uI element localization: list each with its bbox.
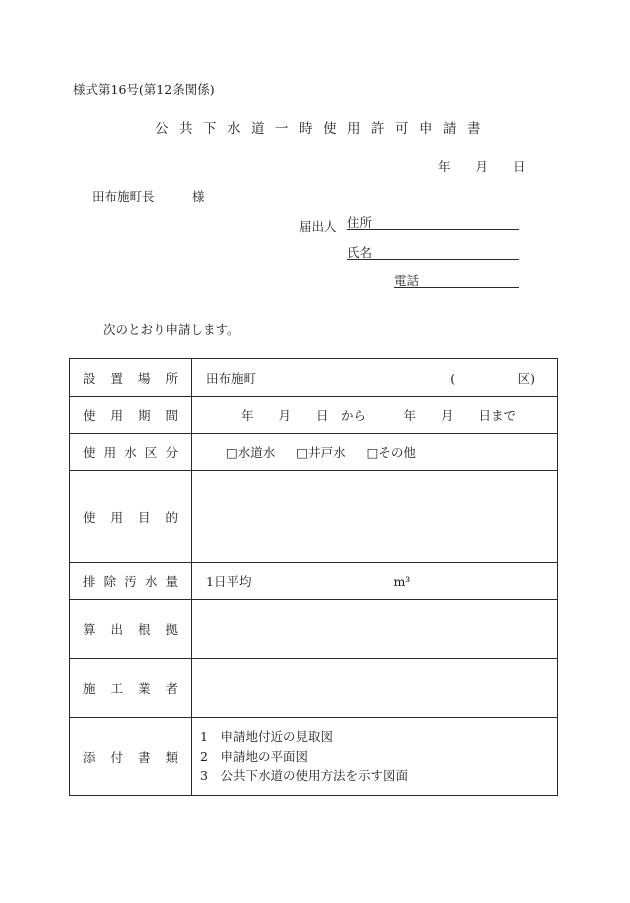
district-note: ( 区) — [450, 370, 535, 386]
location-value: 田布施町 — [206, 370, 257, 386]
phone-label: 電話 — [394, 273, 420, 288]
row-label-sewage-volume: 排除汚水量 — [70, 563, 192, 600]
attachment-item: 2 申請地の平面図 — [200, 748, 308, 764]
attachment-item: 3 公共下水道の使用方法を示す図面 — [200, 768, 408, 784]
sewage-volume-value: 1日平均 — [206, 574, 252, 589]
form-number: 様式第16号(第12条関係) — [73, 82, 215, 97]
sewage-volume-unit: m³ — [393, 574, 411, 589]
row-label-water-type: 使用水区分 — [70, 434, 192, 471]
intro-text: 次のとおり申請します。 — [103, 322, 240, 337]
water-type-value-cell — [192, 434, 558, 471]
checkbox-option-tap-water: □水道水 — [226, 445, 276, 460]
form-title: 公共下水道一時使用許可申請書 — [155, 121, 491, 137]
row-label-attachments: 添付書類 — [70, 718, 192, 796]
period-value-cell — [192, 397, 558, 434]
table-row-contractor — [70, 659, 558, 718]
applicant-address-field — [347, 213, 519, 230]
table-row-sewage-volume — [70, 563, 558, 600]
name-label: 氏名 — [347, 245, 373, 260]
date-line: 年 月 日 — [438, 159, 526, 174]
application-table — [69, 358, 558, 796]
applicant-label: 届出人 — [299, 219, 337, 234]
applicant-phone-field — [394, 271, 519, 288]
row-label-calculation-basis: 算出根拠 — [70, 600, 192, 659]
table-row-attachments — [70, 718, 558, 796]
purpose-value-cell — [192, 471, 558, 563]
checkbox-option-well-water: □井戸水 — [296, 445, 346, 460]
sewage-volume-value-cell — [192, 563, 558, 600]
row-label-period: 使用期間 — [70, 397, 192, 434]
row-label-location: 設置場所 — [70, 359, 192, 397]
attachment-item: 1 申請地付近の見取図 — [200, 729, 333, 745]
row-label-purpose: 使用目的 — [70, 471, 192, 563]
addressee: 田布施町長 様 — [92, 189, 205, 204]
table-row-water-type — [70, 434, 558, 471]
address-label: 住所 — [347, 215, 373, 230]
contractor-value-cell — [192, 659, 558, 718]
table-row-location — [70, 359, 558, 397]
calculation-basis-value-cell — [192, 600, 558, 659]
table-row-period — [70, 397, 558, 434]
applicant-name-field — [347, 243, 519, 260]
table-row-purpose — [70, 471, 558, 563]
attachments-value-cell — [192, 718, 558, 796]
location-value-cell — [192, 359, 558, 397]
table-row-calculation-basis — [70, 600, 558, 659]
row-label-contractor: 施工業者 — [70, 659, 192, 718]
checkbox-option-other: □その他 — [366, 445, 416, 460]
period-value: 年 月 日 から 年 月 日まで — [241, 408, 517, 423]
